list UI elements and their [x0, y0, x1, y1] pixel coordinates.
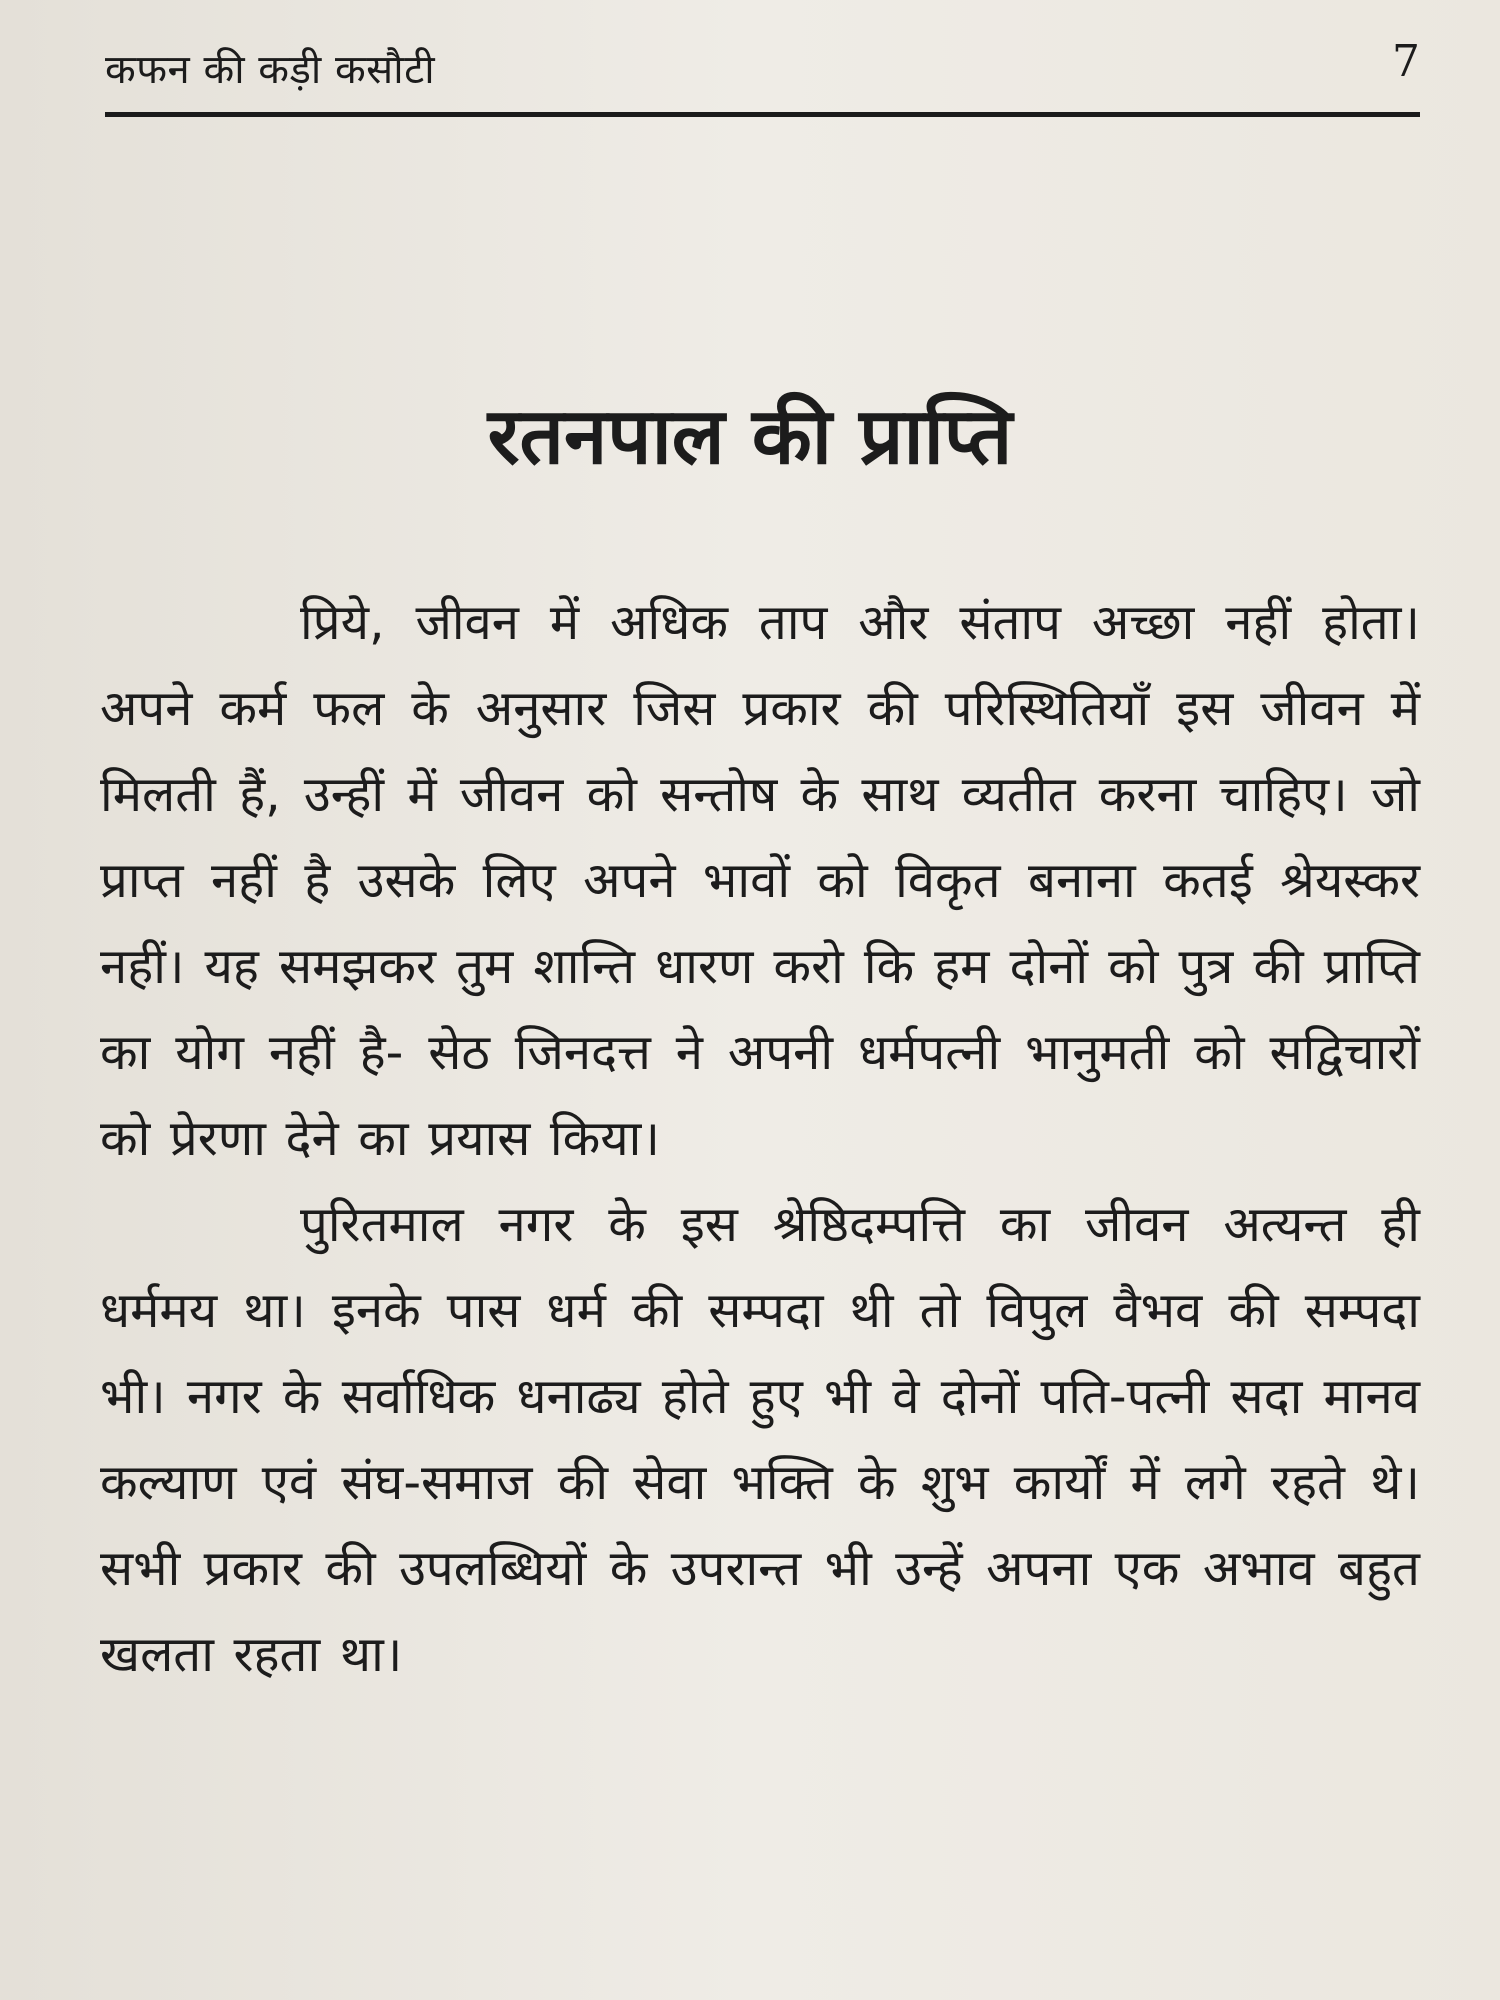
running-header — [105, 28, 1420, 117]
chapter-title: रतनपाल की प्राप्ति — [487, 392, 1013, 482]
running-title: कफन की कड़ी कसौटी — [105, 47, 436, 93]
paragraph-2: पुरितमाल नगर के इस श्रेष्ठिदम्पत्ति का जीवन अत्यन्त ही धर्ममय था। इनके पास धर्म की सम्पदा थी तो विपुल वैभव की सम्पदा भी। नगर के सर्वाधिक धनाढ्य होते हुए भी वे दोनों पति-पत्नी सदा मानव कल्याण एवं संघ-समाज की सेवा भक्ति के शुभ कार्यों में लगे रहते थे। सभी प्रकार की उपलब्धियों के उपरान्त भी उन्हें अपना एक अभाव बहुत खलता रहता था। — [100, 1196, 1420, 1683]
page-number: 7 — [1392, 36, 1420, 87]
paragraph-1: प्रिये, जीवन में अधिक ताप और संताप अच्छा नहीं होता। अपने कर्म फल के अनुसार जिस प्रकार की परिस्थितियाँ इस जीवन में मिलती हैं, उन्हीं में जीवन को सन्तोष के साथ व्यतीत करना चाहिए। जो प्राप्त नहीं है उसके लिए अपने भावों को विकृत बनाना कतई श्रेयस्कर नहीं। यह समझकर तुम शान्ति धारण करो कि हम दोनों को पुत्र की प्राप्ति का योग नहीं है- सेठ जिनदत्त ने अपनी धर्मपत्नी भानुमती को सद्विचारों को प्रेरणा देने का प्रयास किया। — [100, 594, 1421, 1167]
body-text — [100, 580, 1420, 1698]
